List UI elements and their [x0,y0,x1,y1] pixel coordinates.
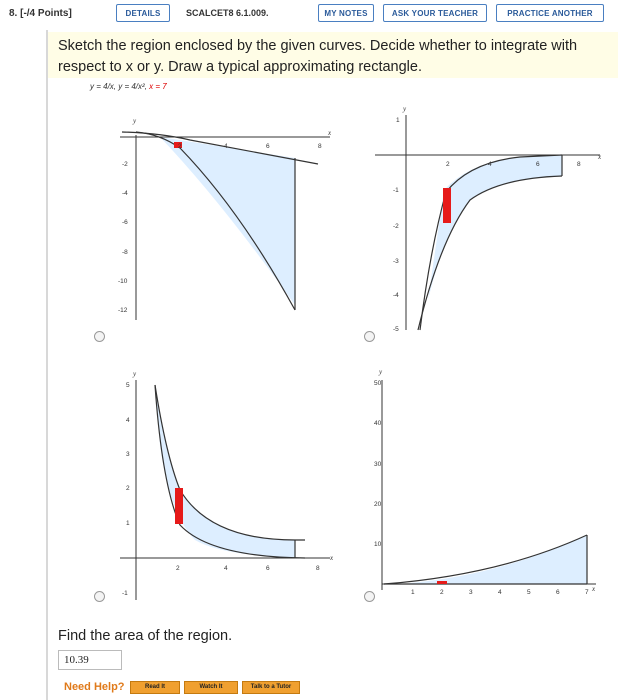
y-tick: 20 [374,501,382,508]
x-axis-label: x [598,153,602,161]
area-answer-input[interactable]: 10.39 [58,650,122,670]
x-tick: 8 [316,565,320,572]
y-tick: -2 [393,223,399,230]
practice-another-button[interactable]: PRACTICE ANOTHER [496,4,604,22]
option-2-radio[interactable] [364,331,375,342]
y-axis-label: y [379,368,383,376]
y-tick: 1 [126,520,130,527]
y-tick: -3 [393,258,399,265]
x-axis-label: x [330,554,334,562]
watch-it-button[interactable]: Watch It [184,681,238,694]
x-tick: 3 [469,589,473,596]
x-axis-label: x [328,129,332,137]
y-tick: -1 [122,590,128,597]
region-fill [410,535,587,584]
x-tick: 4 [498,589,502,596]
y-tick: 5 [126,382,130,389]
y-tick: 2 [126,485,130,492]
y-tick: 4 [126,417,130,424]
x-tick: 6 [556,589,560,596]
y-tick: -12 [118,307,128,314]
my-notes-button[interactable]: MY NOTES [318,4,374,22]
read-it-button[interactable]: Read It [130,681,180,694]
approx-rectangle [175,488,183,524]
assignment-id: SCALCET8 6.1.009. [186,8,269,18]
x-tick: 8 [318,143,322,150]
y-tick: 30 [374,461,382,468]
y-tick: -1 [393,187,399,194]
x-tick: 8 [577,161,581,168]
x-tick: 2 [446,161,450,168]
y-tick: -2 [122,161,128,168]
details-button[interactable]: DETAILS [116,4,170,22]
y-tick: -6 [122,219,128,226]
option-4-radio[interactable] [364,591,375,602]
plot-option-4 [370,365,610,605]
question-prompt: Sketch the region enclosed by the given curves. Decide whether to integrate with respect to x or y. Draw a typical approximating rectangle. [58,38,578,75]
x-tick: 7 [585,589,589,596]
need-help-label: Need Help? [64,681,125,693]
y-axis-label: y [403,105,407,113]
x-tick: 5 [527,589,531,596]
plot-option-3 [100,365,340,605]
y-tick: -4 [393,292,399,299]
x-tick: 4 [488,161,492,168]
x-tick: 4 [224,565,228,572]
y-axis-label: y [133,370,137,378]
y-tick: -4 [122,190,128,197]
equation-text [90,82,167,91]
y-tick: 50 [374,380,382,387]
y-tick: -10 [118,278,128,285]
y-tick: 40 [374,420,382,427]
y-tick: 3 [126,451,130,458]
y-tick: -5 [393,326,399,333]
plot-option-1 [100,100,340,340]
y-axis-label: y [133,117,137,125]
x-tick: 4 [224,143,228,150]
y-tick: -8 [122,249,128,256]
approx-rectangle [437,581,447,584]
x-tick: 1 [411,589,415,596]
x-tick: 6 [266,565,270,572]
question-number: 8. [-/4 Points] [9,8,72,19]
option-1-radio[interactable] [94,331,105,342]
equation-red: x = 7 [149,82,167,91]
y-tick: 10 [374,541,382,548]
question-header [0,0,626,28]
x-tick: 2 [178,143,182,150]
equation-main: y = 4/x, y = 4/x², [90,82,150,91]
talk-to-tutor-button[interactable]: Talk to a Tutor [242,681,300,694]
x-tick: 6 [266,143,270,150]
x-tick: 2 [176,565,180,572]
ask-teacher-button[interactable]: ASK YOUR TEACHER [383,4,487,22]
x-axis-label: x [592,585,596,593]
y-tick-top: 1 [396,117,400,124]
x-tick: 2 [440,589,444,596]
x-tick: 6 [536,161,540,168]
find-area-label: Find the area of the region. [58,628,233,644]
approx-rectangle [443,188,451,223]
option-3-radio[interactable] [94,591,105,602]
region-fill [155,385,295,558]
region-fill [160,137,295,305]
plot-option-2 [370,100,610,340]
